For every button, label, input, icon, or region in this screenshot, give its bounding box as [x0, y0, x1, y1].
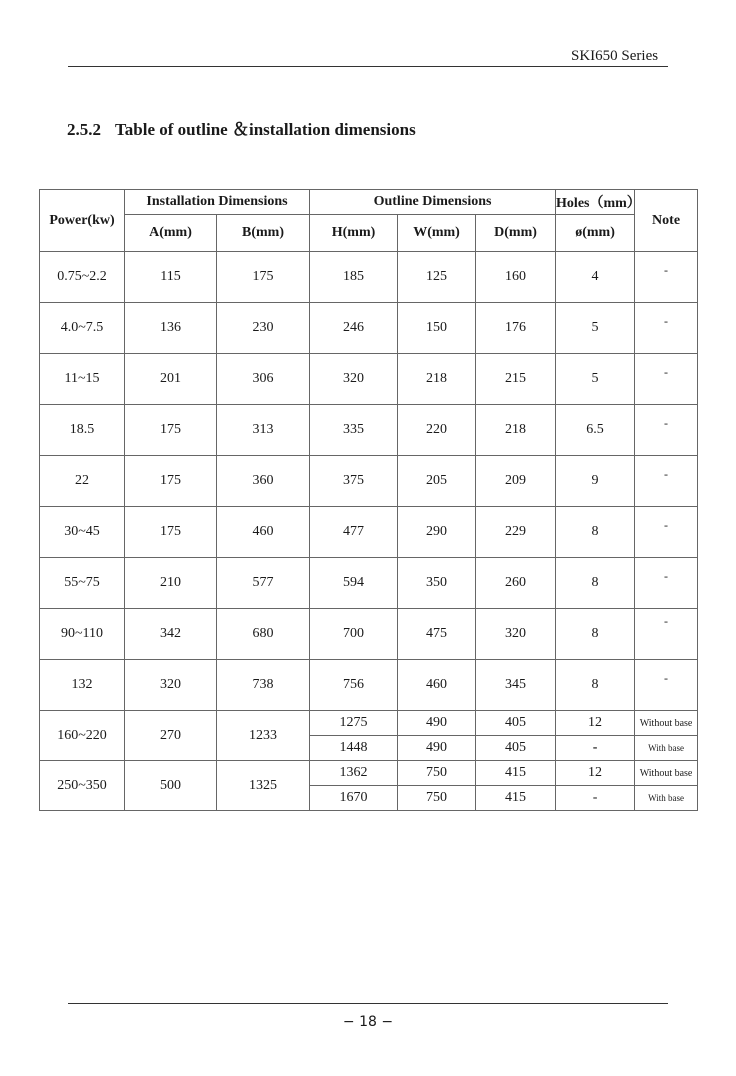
cell-power: 160~220: [40, 711, 125, 761]
section-title-text: Table of outline ＆installation dimensions: [115, 120, 416, 139]
cell-note: [635, 507, 698, 558]
cell-a: 500: [125, 761, 217, 811]
cell-d: 345: [476, 660, 556, 711]
document-series-label: SKI650 Series: [571, 48, 659, 64]
cell-note: [635, 303, 698, 354]
note-value: -: [664, 671, 669, 685]
cell-holes: 5: [556, 303, 635, 354]
cell-h: 700: [310, 609, 398, 660]
cell-b: 313: [217, 405, 310, 456]
cell-power: 18.5: [40, 405, 125, 456]
cell-b: 306: [217, 354, 310, 405]
cell-b: 460: [217, 507, 310, 558]
cell-power: 250~350: [40, 761, 125, 811]
cell-note: [635, 456, 698, 507]
cell-holes: 8: [556, 609, 635, 660]
cell-b: 360: [217, 456, 310, 507]
note-value: -: [664, 416, 669, 430]
table-row: [40, 405, 698, 456]
cell-b: 230: [217, 303, 310, 354]
cell-d: 405: [476, 711, 556, 736]
table-row: [40, 252, 698, 303]
cell-note: [635, 405, 698, 456]
header-power: Power(kw): [40, 190, 125, 252]
cell-power: 132: [40, 660, 125, 711]
table-row: [40, 711, 698, 736]
cell-b: 738: [217, 660, 310, 711]
cell-power: 30~45: [40, 507, 125, 558]
cell-b: 577: [217, 558, 310, 609]
cell-w: 475: [398, 609, 476, 660]
table-header-row-groups: [40, 190, 698, 215]
dimensions-table: [39, 189, 698, 811]
header-h: H(mm): [310, 215, 398, 252]
cell-h: 246: [310, 303, 398, 354]
cell-a: 136: [125, 303, 217, 354]
cell-note: [635, 354, 698, 405]
cell-d: 160: [476, 252, 556, 303]
cell-holes: 12: [556, 761, 635, 786]
page-number: − 18 −: [342, 1014, 394, 1030]
table-row: [40, 609, 698, 660]
cell-w: 290: [398, 507, 476, 558]
header-outline: Outline Dimensions: [310, 190, 556, 215]
cell-holes: 8: [556, 558, 635, 609]
note-value: -: [664, 518, 669, 532]
header-phi: ø(mm): [556, 215, 635, 252]
cell-b: 1233: [217, 711, 310, 761]
cell-b: 1325: [217, 761, 310, 811]
cell-power: 22: [40, 456, 125, 507]
cell-h: 594: [310, 558, 398, 609]
cell-holes: 6.5: [556, 405, 635, 456]
cell-h: 1362: [310, 761, 398, 786]
cell-b: 680: [217, 609, 310, 660]
footer-rule: [68, 1003, 668, 1004]
header-holes: Holes（mm）: [556, 190, 635, 215]
cell-d: 176: [476, 303, 556, 354]
cell-d: 209: [476, 456, 556, 507]
cell-power: 0.75~2.2: [40, 252, 125, 303]
cell-d: 218: [476, 405, 556, 456]
cell-note: [635, 609, 698, 660]
cell-holes: -: [556, 786, 635, 811]
cell-a: 175: [125, 507, 217, 558]
cell-d: 415: [476, 761, 556, 786]
note-value: -: [664, 467, 669, 481]
cell-holes: 4: [556, 252, 635, 303]
table-row: [40, 456, 698, 507]
cell-power: 55~75: [40, 558, 125, 609]
table-row: [40, 660, 698, 711]
cell-w: 460: [398, 660, 476, 711]
cell-a: 320: [125, 660, 217, 711]
cell-note: With base: [635, 736, 698, 761]
cell-note: [635, 252, 698, 303]
cell-h: 1448: [310, 736, 398, 761]
cell-w: 490: [398, 736, 476, 761]
cell-h: 477: [310, 507, 398, 558]
cell-d: 260: [476, 558, 556, 609]
cell-h: 1670: [310, 786, 398, 811]
cell-a: 201: [125, 354, 217, 405]
cell-w: 220: [398, 405, 476, 456]
table-row: [40, 558, 698, 609]
cell-note: Without base: [635, 761, 698, 786]
cell-w: 205: [398, 456, 476, 507]
header-w: W(mm): [398, 215, 476, 252]
cell-note: [635, 660, 698, 711]
table-header-row-columns: [40, 215, 698, 252]
note-value: -: [664, 263, 669, 277]
cell-w: 350: [398, 558, 476, 609]
header-note: Note: [635, 190, 698, 252]
cell-h: 375: [310, 456, 398, 507]
cell-h: 756: [310, 660, 398, 711]
cell-h: 185: [310, 252, 398, 303]
cell-note: [635, 558, 698, 609]
table-row: [40, 507, 698, 558]
header-rule: [68, 66, 668, 67]
note-value: -: [664, 314, 669, 328]
note-value: -: [664, 614, 669, 628]
table-row: [40, 303, 698, 354]
cell-note: With base: [635, 786, 698, 811]
cell-d: 405: [476, 736, 556, 761]
cell-b: 175: [217, 252, 310, 303]
cell-power: 90~110: [40, 609, 125, 660]
header-installation: Installation Dimensions: [125, 190, 310, 215]
cell-a: 270: [125, 711, 217, 761]
cell-d: 415: [476, 786, 556, 811]
cell-a: 175: [125, 405, 217, 456]
cell-d: 229: [476, 507, 556, 558]
cell-power: 11~15: [40, 354, 125, 405]
cell-h: 1275: [310, 711, 398, 736]
cell-holes: 5: [556, 354, 635, 405]
cell-w: 490: [398, 711, 476, 736]
table-row: [40, 761, 698, 786]
section-title: [67, 115, 416, 140]
cell-w: 750: [398, 786, 476, 811]
cell-a: 175: [125, 456, 217, 507]
cell-h: 320: [310, 354, 398, 405]
cell-holes: -: [556, 736, 635, 761]
cell-w: 218: [398, 354, 476, 405]
cell-a: 115: [125, 252, 217, 303]
cell-w: 150: [398, 303, 476, 354]
note-value: -: [664, 569, 669, 583]
cell-note: Without base: [635, 711, 698, 736]
cell-d: 215: [476, 354, 556, 405]
cell-holes: 8: [556, 660, 635, 711]
cell-holes: 12: [556, 711, 635, 736]
cell-w: 125: [398, 252, 476, 303]
cell-a: 342: [125, 609, 217, 660]
note-value: -: [664, 365, 669, 379]
cell-d: 320: [476, 609, 556, 660]
header-a: A(mm): [125, 215, 217, 252]
cell-a: 210: [125, 558, 217, 609]
cell-h: 335: [310, 405, 398, 456]
header-d: D(mm): [476, 215, 556, 252]
cell-holes: 8: [556, 507, 635, 558]
cell-w: 750: [398, 761, 476, 786]
section-number: 2.5.2: [67, 120, 101, 139]
cell-power: 4.0~7.5: [40, 303, 125, 354]
header-b: B(mm): [217, 215, 310, 252]
table-row: [40, 354, 698, 405]
cell-holes: 9: [556, 456, 635, 507]
